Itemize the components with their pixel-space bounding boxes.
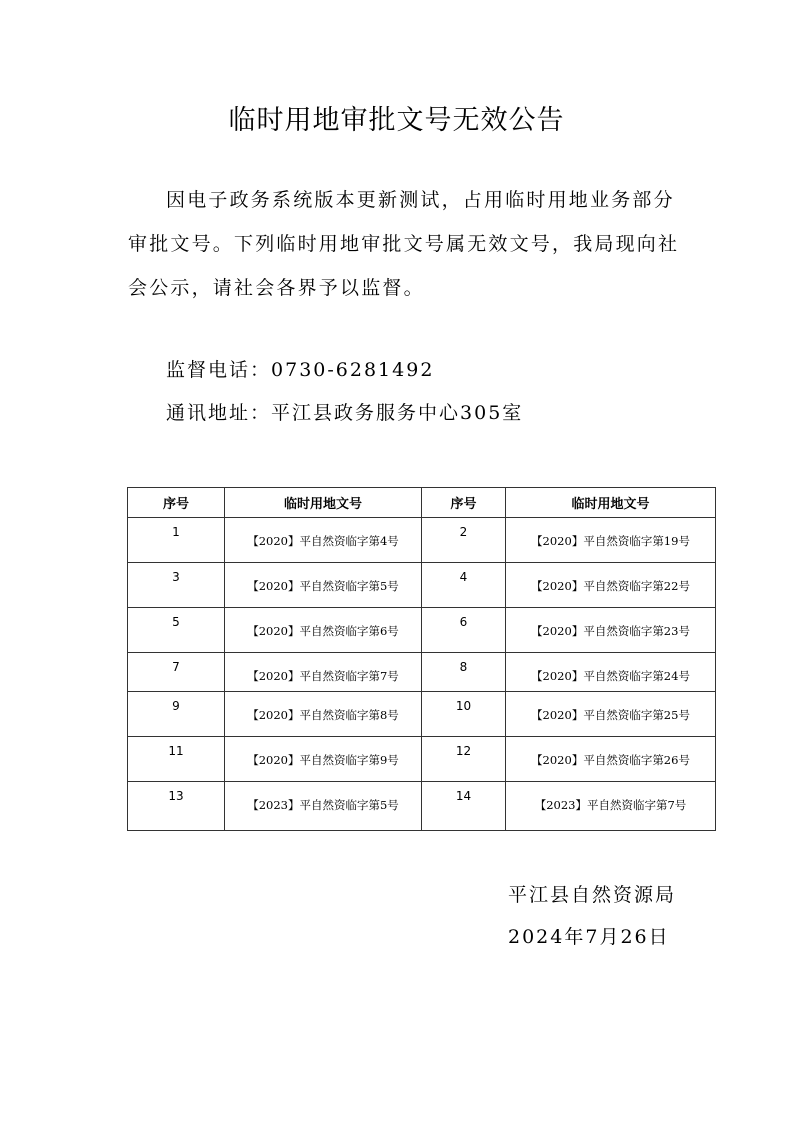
row-index: 12 [455,744,472,758]
row-index: 1 [172,525,180,539]
table-row [128,737,716,782]
row-index: 8 [459,660,468,674]
table-row [128,608,716,653]
doc-number: 【2020】平自然资临字第22号 [531,579,690,593]
header-index-1: 序号 [128,488,225,518]
row-index: 5 [172,615,180,629]
doc-number: 【2020】平自然资临字第9号 [247,753,399,767]
doc-number: 【2020】平自然资临字第7号 [247,669,399,683]
table-row [128,653,716,692]
notice-body: 因电子政务系统版本更新测试，占用临时用地业务部分审批文号。下列临时用地审批文号属无效文号，我局现向社会公示，请社会各界予以监督。 [128,189,680,299]
row-index: 11 [168,744,184,758]
table-row [128,782,716,831]
phone-label: 监督电话： [166,359,272,381]
phone-line [166,355,434,382]
doc-number: 【2023】平自然资临字第7号 [534,798,687,812]
row-index: 6 [459,615,468,629]
doc-number: 【2020】平自然资临字第26号 [531,753,690,767]
header-doc-1: 临时用地文号 [225,488,422,518]
address-text: 平江县政务服务中心305室 [271,402,524,424]
row-index: 10 [455,699,472,713]
row-index: 7 [172,660,180,674]
doc-number: 【2020】平自然资临字第23号 [531,624,690,638]
table-row [128,692,716,737]
doc-number: 【2020】平自然资临字第4号 [247,534,399,548]
table-row [128,518,716,563]
row-index: 4 [459,570,468,584]
issuing-organization: 平江县自然资源局 [508,884,677,906]
issue-date: 2024年7月26日 [508,926,670,948]
doc-number: 【2020】平自然资临字第24号 [531,669,690,683]
row-index: 9 [172,699,180,713]
header-doc-2: 临时用地文号 [506,488,716,518]
doc-number: 【2020】平自然资临字第8号 [247,708,399,722]
row-index: 13 [168,789,184,803]
row-index: 2 [459,525,468,539]
table-row [128,563,716,608]
doc-number: 【2020】平自然资临字第5号 [247,579,399,593]
table-header-row [128,488,716,518]
doc-number: 【2020】平自然资临字第19号 [531,534,690,548]
doc-number: 【2023】平自然资临字第5号 [247,798,399,812]
void-number-table [127,487,716,831]
address-label: 通讯地址： [166,402,272,424]
phone-number: 0730-6281492 [271,359,435,381]
doc-number: 【2020】平自然资临字第6号 [247,624,399,638]
page-title: 临时用地审批文号无效公告 [228,105,565,136]
doc-number: 【2020】平自然资临字第25号 [531,708,690,722]
header-index-2: 序号 [422,488,506,518]
row-index: 3 [172,570,180,584]
row-index: 14 [455,789,472,803]
address-line [166,398,523,425]
